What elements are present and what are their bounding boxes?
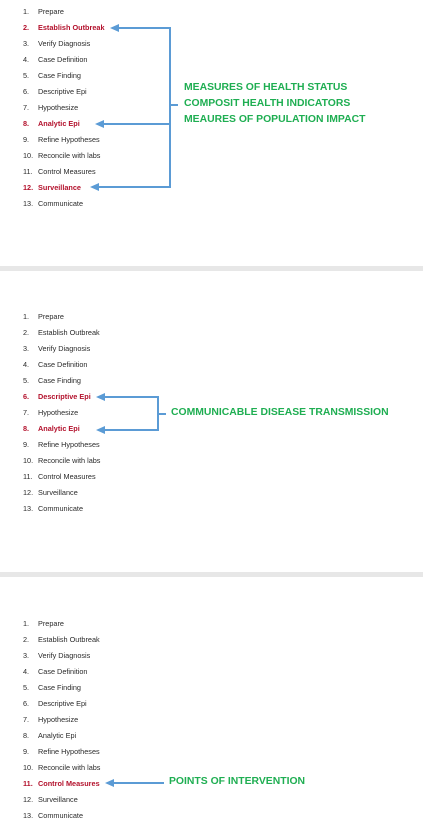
step-item: 6. Descriptive Epi (23, 87, 87, 96)
callout-line: COMPOSIT HEALTH INDICATORS (184, 98, 351, 109)
panel-divider (0, 266, 423, 271)
arrowhead-icon (95, 120, 104, 128)
step-item: 13. Communicate (23, 199, 84, 208)
arrowhead-icon (110, 24, 119, 32)
step-item: 5. Case Finding (23, 71, 81, 80)
step-item: 9. Refine Hypotheses (23, 135, 100, 144)
step-item: 6. Descriptive Epi (23, 699, 87, 708)
arrowhead-icon (105, 779, 114, 787)
step-item: 1. Prepare (23, 619, 64, 628)
step-item: 10. Reconcile with labs (23, 763, 101, 772)
step-item: 7. Hypothesize (23, 715, 79, 724)
callout-line: MEAURES OF POPULATION IMPACT (184, 114, 366, 125)
step-item: 5. Case Finding (23, 376, 81, 385)
step-item: 8. Analytic Epi (23, 119, 80, 128)
step-item: 4. Case Definition (23, 55, 88, 64)
step-item: 13. Communicate (23, 504, 84, 513)
step-item: 5. Case Finding (23, 683, 81, 692)
step-item: 10. Reconcile with labs (23, 456, 101, 465)
callout-line: POINTS OF INTERVENTION (169, 776, 306, 787)
step-item: 2. Establish Outbreak (23, 23, 105, 32)
step-item: 12. Surveillance (23, 183, 81, 192)
callout-line: MEASURES OF HEALTH STATUS (184, 82, 348, 93)
step-item: 11. Control Measures (23, 779, 100, 788)
step-item: 9. Refine Hypotheses (23, 747, 100, 756)
step-item: 4. Case Definition (23, 360, 88, 369)
step-item: 2. Establish Outbreak (23, 328, 100, 337)
panel-health-status (0, 0, 423, 266)
arrowhead-icon (96, 426, 105, 434)
callout-text (184, 80, 365, 128)
step-item: 9. Refine Hypotheses (23, 440, 100, 449)
arrowhead-icon (96, 393, 105, 401)
step-item: 6. Descriptive Epi (23, 392, 91, 401)
bracket-connector (0, 276, 423, 572)
step-item: 10. Reconcile with labs (23, 151, 101, 160)
step-item: 7. Hypothesize (23, 103, 79, 112)
step-item: 7. Hypothesize (23, 408, 79, 417)
callout-text (171, 405, 389, 421)
arrow-connector (0, 582, 423, 834)
panel-divider (0, 572, 423, 577)
arrowhead-icon (90, 183, 99, 191)
step-item: 11. Control Measures (23, 472, 96, 481)
step-item: 3. Verify Diagnosis (23, 651, 91, 660)
step-item: 8. Analytic Epi (23, 424, 80, 433)
bracket-connector (0, 0, 423, 266)
callout-text (169, 774, 305, 790)
step-item: 2. Establish Outbreak (23, 635, 100, 644)
step-item: 12. Surveillance (23, 488, 78, 497)
panel-disease-transmission (0, 276, 423, 572)
step-item: 3. Verify Diagnosis (23, 344, 91, 353)
step-item: 8. Analytic Epi (23, 731, 77, 740)
panel-intervention (0, 582, 423, 834)
step-item: 1. Prepare (23, 7, 64, 16)
step-item: 1. Prepare (23, 312, 64, 321)
step-item: 11. Control Measures (23, 167, 96, 176)
step-item: 13. Communicate (23, 811, 84, 820)
step-item: 12. Surveillance (23, 795, 78, 804)
step-item: 4. Case Definition (23, 667, 88, 676)
callout-line: COMMUNICABLE DISEASE TRANSMISSION (171, 407, 389, 418)
step-item: 3. Verify Diagnosis (23, 39, 91, 48)
